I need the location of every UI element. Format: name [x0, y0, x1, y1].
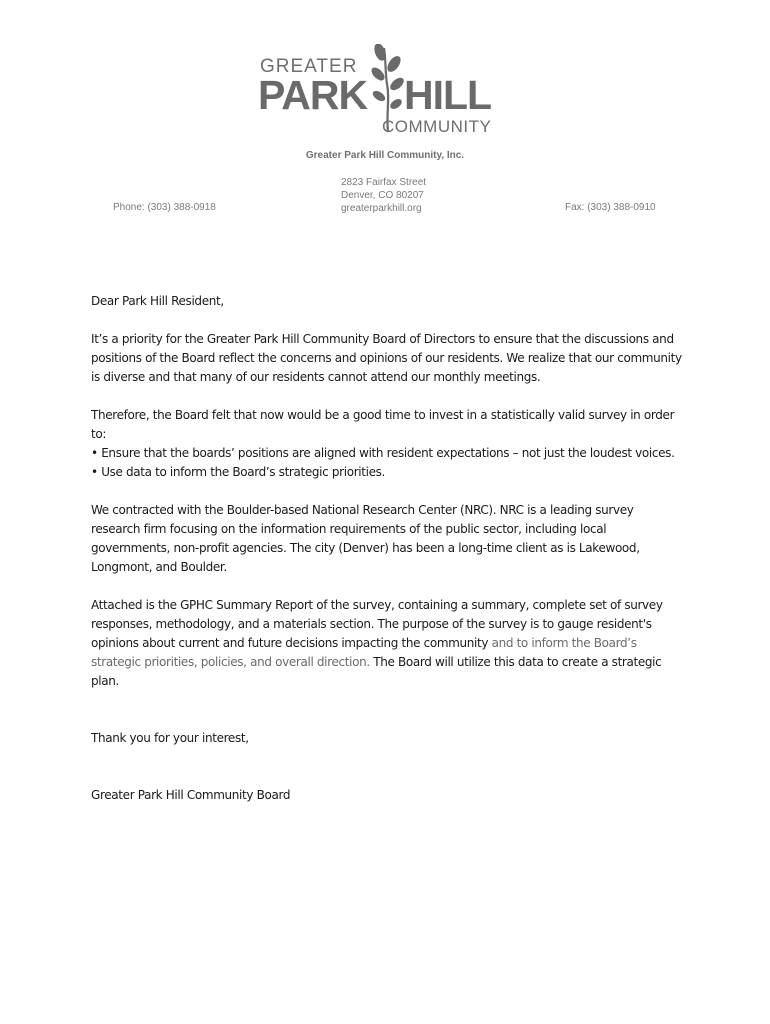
- paragraph-priority: It’s a priority for the Greater Park Hill Community Board of Directors to ensure that the discussions and positions of the Board reflect the concerns and opinions of our residents. We realize that our community is diverse and that many of our residents cannot attend our monthly meetings.: [91, 332, 682, 384]
- organization-logo: [258, 44, 502, 138]
- letterhead-fax: Fax: (303) 388-0910: [565, 202, 656, 213]
- closing: Thank you for your interest,: [91, 731, 249, 745]
- letter-body: [91, 292, 683, 805]
- letterhead-address: [341, 176, 426, 215]
- salutation: Dear Park Hill Resident,: [91, 294, 224, 308]
- logo-text-park: PARK: [258, 72, 368, 118]
- paragraph-survey-intro: Therefore, the Board felt that now would be a good time to invest in a statistically valid survey in order to:: [91, 408, 675, 441]
- summary-report-text: Attached is the GPHC Summary Report of the survey, containing a summary, complete set of survey responses, methodology, and a materials section. The purpose of the survey is to gauge resident's opinions about current and future decisions impacting the community: [91, 598, 663, 650]
- paragraph-nrc: We contracted with the Boulder-based National Research Center (NRC). NRC is a leading survey research firm focusing on the information requirements of the public sector, including local governments, non-profit agencies. The city (Denver) has been a long-time client as is Lakewood, Longmont, and Boulder.: [91, 503, 640, 574]
- paragraph-summary-report: [91, 596, 683, 691]
- bullet-item: • Ensure that the boards’ positions are aligned with resident expectations – not just the loudest voices.: [91, 446, 675, 460]
- letterhead-org-name: Greater Park Hill Community, Inc.: [305, 150, 465, 161]
- summary-report-muted-text: and to inform the Board’s strategic priorities, policies, and overall direction.: [91, 636, 637, 669]
- address-street: 2823 Fairfax Street: [341, 177, 427, 188]
- summary-report-closing-text: The Board will utilize this data to create a strategic plan.: [91, 655, 662, 688]
- logo-text-greater: GREATER: [260, 56, 358, 77]
- logo-text-hill: HILL: [404, 72, 492, 118]
- bullet-item: • Use data to inform the Board’s strategic priorities.: [91, 465, 385, 479]
- logo-text-community: COMMUNITY: [382, 117, 492, 136]
- address-website: greaterparkhill.org: [341, 203, 422, 214]
- letterhead-phone: Phone: (303) 388-0918: [113, 202, 216, 213]
- signature: Greater Park Hill Community Board: [91, 788, 291, 802]
- address-city: Denver, CO 80207: [341, 190, 424, 201]
